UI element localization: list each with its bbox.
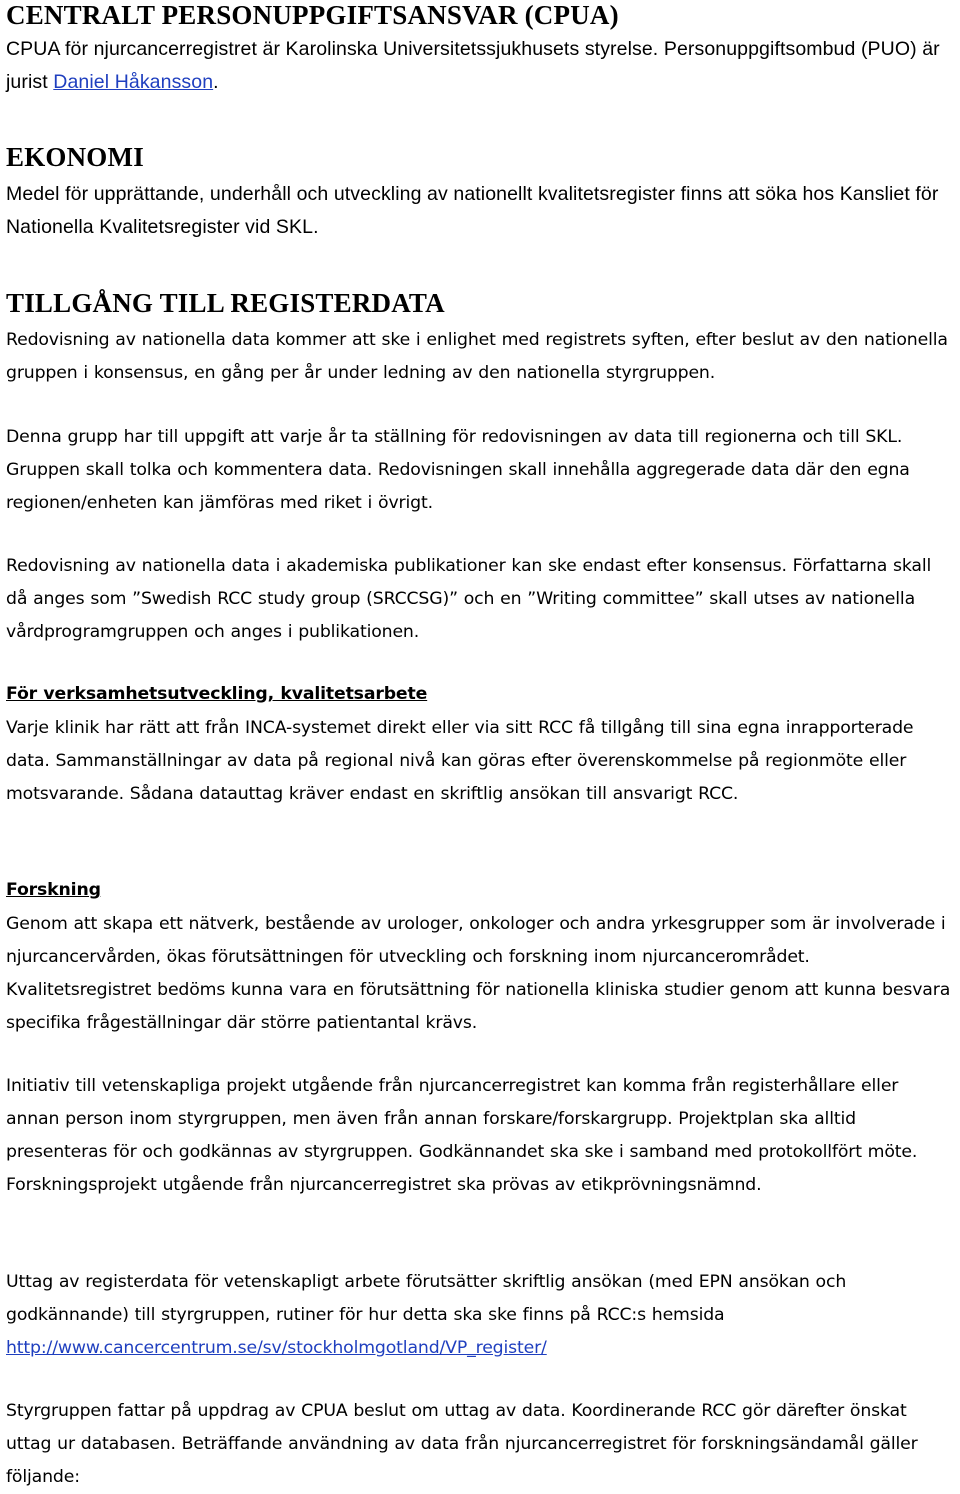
forskning-text-3: Uttag av registerdata för vetenskapligt arbete förutsätter skriftlig ansökan (med EPN ansökan och godkännande) till styrgruppen, rutiner för hur detta ska ske finns på RCC:s hemsida — [6, 1272, 847, 1325]
cpua-text-end: . — [213, 71, 219, 93]
forskning-subheading: Forskning — [6, 880, 101, 900]
puo-link[interactable]: Daniel Håkansson — [53, 71, 214, 93]
forskning-paragraph-2: Initiativ till vetenskapliga projekt utgående från njurcancerregistret kan komma från registerhållare eller annan person inom styrgruppen, men även från annan forskare/forskargrupp. Projektplan ska alltid presenteras för och godkännas av styrgruppen. Godkännandet ska ske i samband med protokollfört möte. Forskningsprojekt utgående från njurcancerregistret ska prövas av etikprövningsnämnd. — [6, 1076, 918, 1195]
cpua-heading: CENTRALT PERSONUPPGIFTSANSVAR (CPUA) — [6, 0, 619, 30]
cpua-text: CPUA för njurcancerregistret är Karolinska Universitetssjukhusets styrelse. Personuppgiftsombud (PUO) är jurist — [6, 38, 940, 93]
tillgang-heading: TILLGÅNG TILL REGISTERDATA — [6, 288, 445, 318]
ekonomi-heading: EKONOMI — [6, 142, 144, 172]
verksamhet-paragraph: Varje klinik har rätt att från INCA-systemet direkt eller via sitt RCC få tillgång till sina egna inrapporterade data. Sammanställningar av data på regional nivå kan göras efter överenskommelse på regionmöte eller motsvarande. Sådana datauttag kräver endast en skriftlig ansökan till ansvarigt RCC. — [6, 718, 914, 804]
tillgang-paragraph-2: Denna grupp har till uppgift att varje år ta ställning för redovisningen av data till regionerna och till SKL. Gruppen skall tolka och kommentera data. Redovisningen skall innehålla aggregerade data där den egna regionen/enheten kan jämföras med riket i övrigt. — [6, 427, 910, 513]
forskning-paragraph-4: Styrgruppen fattar på uppdrag av CPUA beslut om uttag av data. Koordinerande RCC gör därefter önskat uttag ur databasen. Beträffande användning av data från njurcancerregistret för forskningsändamål gäller följande: — [6, 1401, 918, 1487]
forskning-paragraph-3 — [6, 1266, 956, 1365]
ekonomi-paragraph: Medel för upprättande, underhåll och utveckling av nationellt kvalitetsregister finns att söka hos Kansliet för Nationella Kvalitetsregister vid SKL. — [6, 183, 939, 238]
verksamhet-subheading: För verksamhetsutveckling, kvalitetsarbete — [6, 684, 428, 704]
forskning-paragraph-1: Genom att skapa ett nätverk, bestående av urologer, onkologer och andra yrkesgrupper som är involverade i njurcancervården, ökas förutsättningen för utveckling och forskning inom njurcancerområdet. Kvalitetsregistret bedöms kunna vara en förutsättning för nationella kliniska studier genom att kunna besvara specifika frågeställningar där större patientantal krävs. — [6, 914, 951, 1033]
tillgang-paragraph-1: Redovisning av nationella data kommer att ske i enlighet med registrets syften, efter beslut av den nationella gruppen i konsensus, en gång per år under ledning av den nationella styrgruppen. — [6, 330, 948, 383]
rcc-register-link[interactable]: http://www.cancercentrum.se/sv/stockholmgotland/VP_register/ — [6, 1338, 547, 1358]
cpua-paragraph — [6, 33, 956, 99]
tillgang-paragraph-3: Redovisning av nationella data i akademiska publikationer kan ske endast efter konsensus. Författarna skall då anges som ”Swedish RCC study group (SRCCSG)” och en ”Writing committee” skall utses av nationella vårdprogramgruppen och anges i publikationen. — [6, 556, 932, 642]
